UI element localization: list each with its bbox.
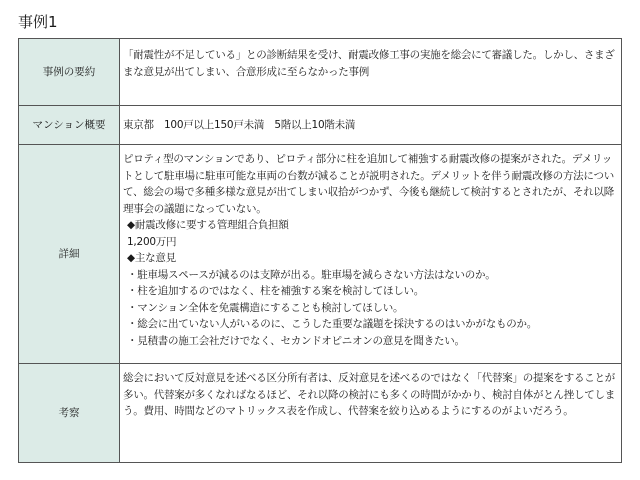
case-table bbox=[18, 38, 622, 463]
cost-heading: ◆耐震改修に要する管理組合負担額 bbox=[127, 219, 289, 231]
table-row-detail bbox=[19, 145, 622, 364]
row-label-overview: マンション概要 bbox=[19, 106, 120, 145]
consideration-text: 総会において反対意見を述べる区分所有者は、反対意見を述べるのではなく「代替案」の提案をすることが多い。代替案が多くなればなるほど、それ以降の検討にも多くの時間がかかり、検討自体がとん挫してしまう。費用、時間などのマトリックス表を作成し、代替案を絞り込めるようにするのがよいだろう。 bbox=[120, 364, 622, 463]
opinion-item: ・マンション全体を免震構造にすることも検討してほしい。 bbox=[127, 301, 404, 314]
table-row-consideration bbox=[19, 364, 622, 463]
opinion-item: ・柱を追加するのではなく、柱を補強する案を検討してほしい。 bbox=[127, 285, 425, 297]
page-title: 事例1 bbox=[18, 13, 58, 31]
row-label-summary: 事例の要約 bbox=[19, 39, 120, 106]
row-label-consideration: 考察 bbox=[19, 364, 120, 463]
summary-text: 「耐震性が不足している」との診断結果を受け、耐震改修工事の実施を総会にて審議した。しかし、さまざまな意見が出てしまい、合意形成に至らなかった事例 bbox=[120, 39, 622, 106]
cost-value: 1,200万円 bbox=[127, 235, 177, 248]
row-label-detail: 詳細 bbox=[19, 145, 120, 364]
detail-paragraph: ピロティ型のマンションであり、ピロティ部分に柱を追加して補強する耐震改修の提案がされた。デメリットとして駐車場に駐車可能な車両の台数が減ることが説明された。デメリットを伴う耐震改修の方法について、総会の場で多種多様な意見が出てしまい収拾がつかず、今後も継続して検討するとされたが、それ以降理事会の議題になっていない。 bbox=[123, 153, 614, 215]
opinions-heading: ◆主な意見 bbox=[127, 252, 176, 264]
opinion-item: ・見積書の施工会社だけでなく、セカンドオピニオンの意見を聞きたい。 bbox=[127, 334, 465, 347]
table-row-overview bbox=[19, 106, 622, 145]
opinion-item: ・総会に出ていない人がいるのに、こうした重要な議題を採決するのはいかがなものか。 bbox=[127, 318, 537, 330]
opinion-item: ・駐車場スペースが減るのは支障が出る。駐車場を減らさない方法はないのか。 bbox=[127, 268, 496, 281]
overview-text: 東京都 100戸以上150戸未満 5階以上10階未満 bbox=[120, 106, 622, 145]
detail-cell bbox=[120, 145, 622, 364]
table-row-summary bbox=[19, 39, 622, 106]
